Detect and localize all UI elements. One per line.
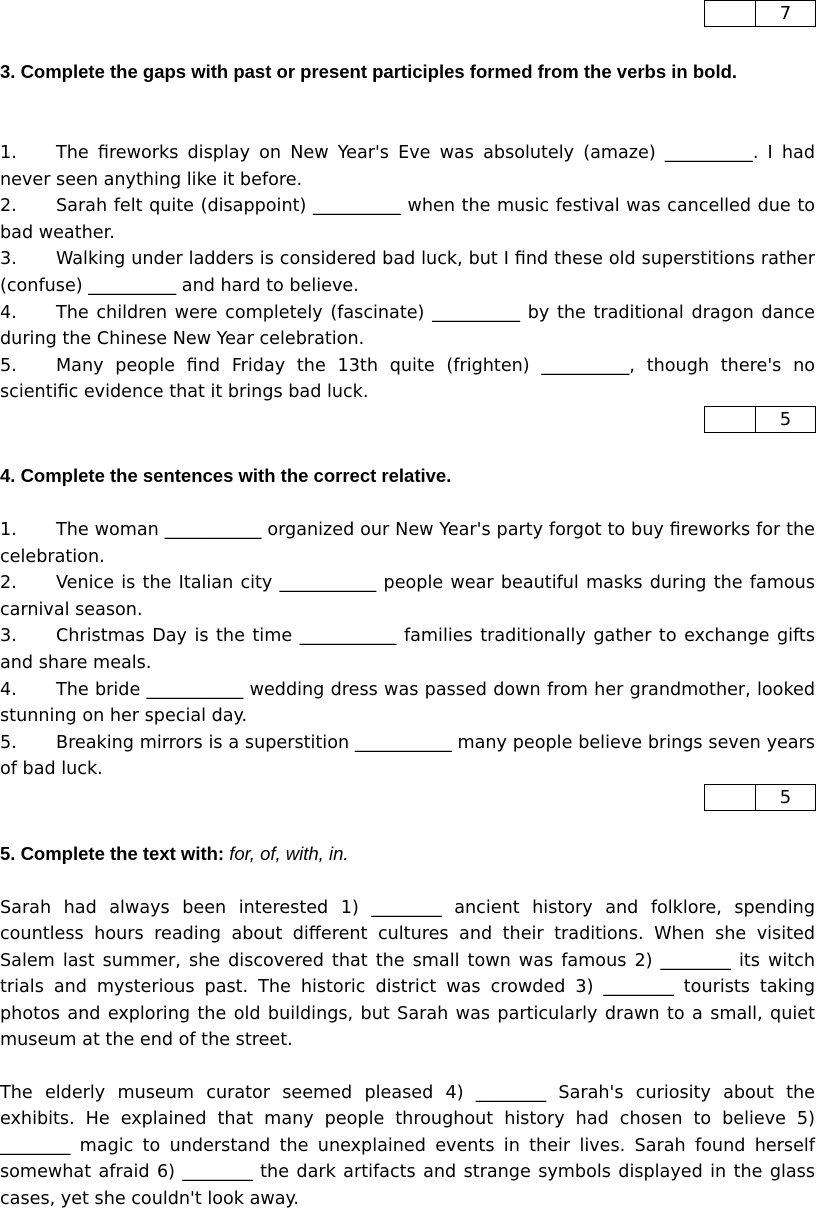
item-text: Sarah felt quite (disappoint) __________ when the music festival was cancelled due to bad weather. [0, 196, 815, 243]
item-number: 5. [0, 355, 17, 376]
score-blank-cell [705, 785, 756, 810]
score-box-section3 [704, 406, 816, 433]
section4-item [0, 730, 815, 783]
section3-items [0, 140, 815, 406]
item-number: 2. [0, 196, 17, 217]
item-text: Venice is the Italian city ___________ people wear beautiful masks during the famous carnival season. [0, 573, 815, 620]
section5-paragraph-1: Sarah had always been interested 1) ________ ancient history and folklore, spending countless hours reading about different cultures and their traditions. When she visited Salem last summer, she discovered that the small town was famous 2) ________ its witch trials and mysterious past. The historic district was crowded 3) ________ tourists taking photos and exploring the old buildings, but Sarah was particularly drawn to a small, quiet museum at the end of the street. [0, 898, 815, 1051]
section4-heading: 4. Complete the sentences with the correct relative. [0, 465, 452, 486]
section3-item [0, 300, 815, 353]
section4-item [0, 677, 815, 730]
section3-item [0, 140, 815, 193]
section3-item [0, 246, 815, 299]
item-number: 3. [0, 249, 17, 270]
item-number: 5. [0, 732, 17, 753]
item-text: Walking under ladders is considered bad luck, but I find these old superstitions rather (confuse) __________ and hard to believe. [0, 249, 815, 296]
item-text: The fireworks display on New Year's Eve was absolutely (amaze) __________. I had never seen anything like it before. [0, 143, 815, 190]
item-number: 1. [0, 520, 17, 540]
item-text: Many people find Friday the 13th quite (frighten) __________, though there's no scientific evidence that it brings bad luck. [0, 355, 815, 403]
section4-item [0, 570, 815, 623]
item-text: Christmas Day is the time ___________ families traditionally gather to exchange gifts and share meals. [0, 626, 815, 673]
score-points: 7 [779, 3, 792, 24]
item-text: Breaking mirrors is a superstition ___________ many people believe brings seven years of bad luck. [0, 732, 815, 780]
item-text: The children were completely (fascinate) __________ by the traditional dragon dance during the Chinese New Year celebration. [0, 302, 815, 350]
section5-heading [0, 840, 790, 867]
score-blank-cell [705, 1, 756, 26]
score-box-section4 [704, 784, 816, 811]
section3-heading: 3. Complete the gaps with past or present participles formed from the verbs in bold. [0, 61, 738, 82]
item-text: The bride ___________ wedding dress was passed down from her grandmother, looked stunning on her special day. [0, 679, 815, 727]
score-points: 5 [779, 409, 792, 430]
score-points: 5 [779, 787, 792, 808]
section4-items [0, 517, 815, 783]
section4-item [0, 517, 815, 570]
item-number: 2. [0, 573, 17, 594]
score-blank-cell [705, 407, 756, 432]
section3-item [0, 193, 815, 246]
section3-item [0, 353, 815, 406]
item-number: 3. [0, 626, 17, 647]
section5-title: 5. Complete the text with: [0, 843, 225, 864]
item-number: 4. [0, 302, 17, 323]
section5-paragraph-2: The elderly museum curator seemed pleased 4) ________ Sarah's curiosity about the exhibits. He explained that many people throughout history had chosen to believe 5) ________ magic to understand the unexplained events in their lives. Sarah found herself somewhat afraid 6) ________ the dark artifacts and strange symbols displayed in the glass cases, yet she couldn't look away. [0, 1083, 815, 1209]
item-number: 1. [0, 143, 17, 163]
item-text: The woman ___________ organized our New Year's party forgot to buy fireworks for the celebration. [0, 520, 815, 567]
section4-item [0, 623, 815, 676]
score-box-top [704, 0, 816, 27]
section5-options: for, of, with, in. [229, 843, 349, 864]
item-number: 4. [0, 679, 17, 700]
